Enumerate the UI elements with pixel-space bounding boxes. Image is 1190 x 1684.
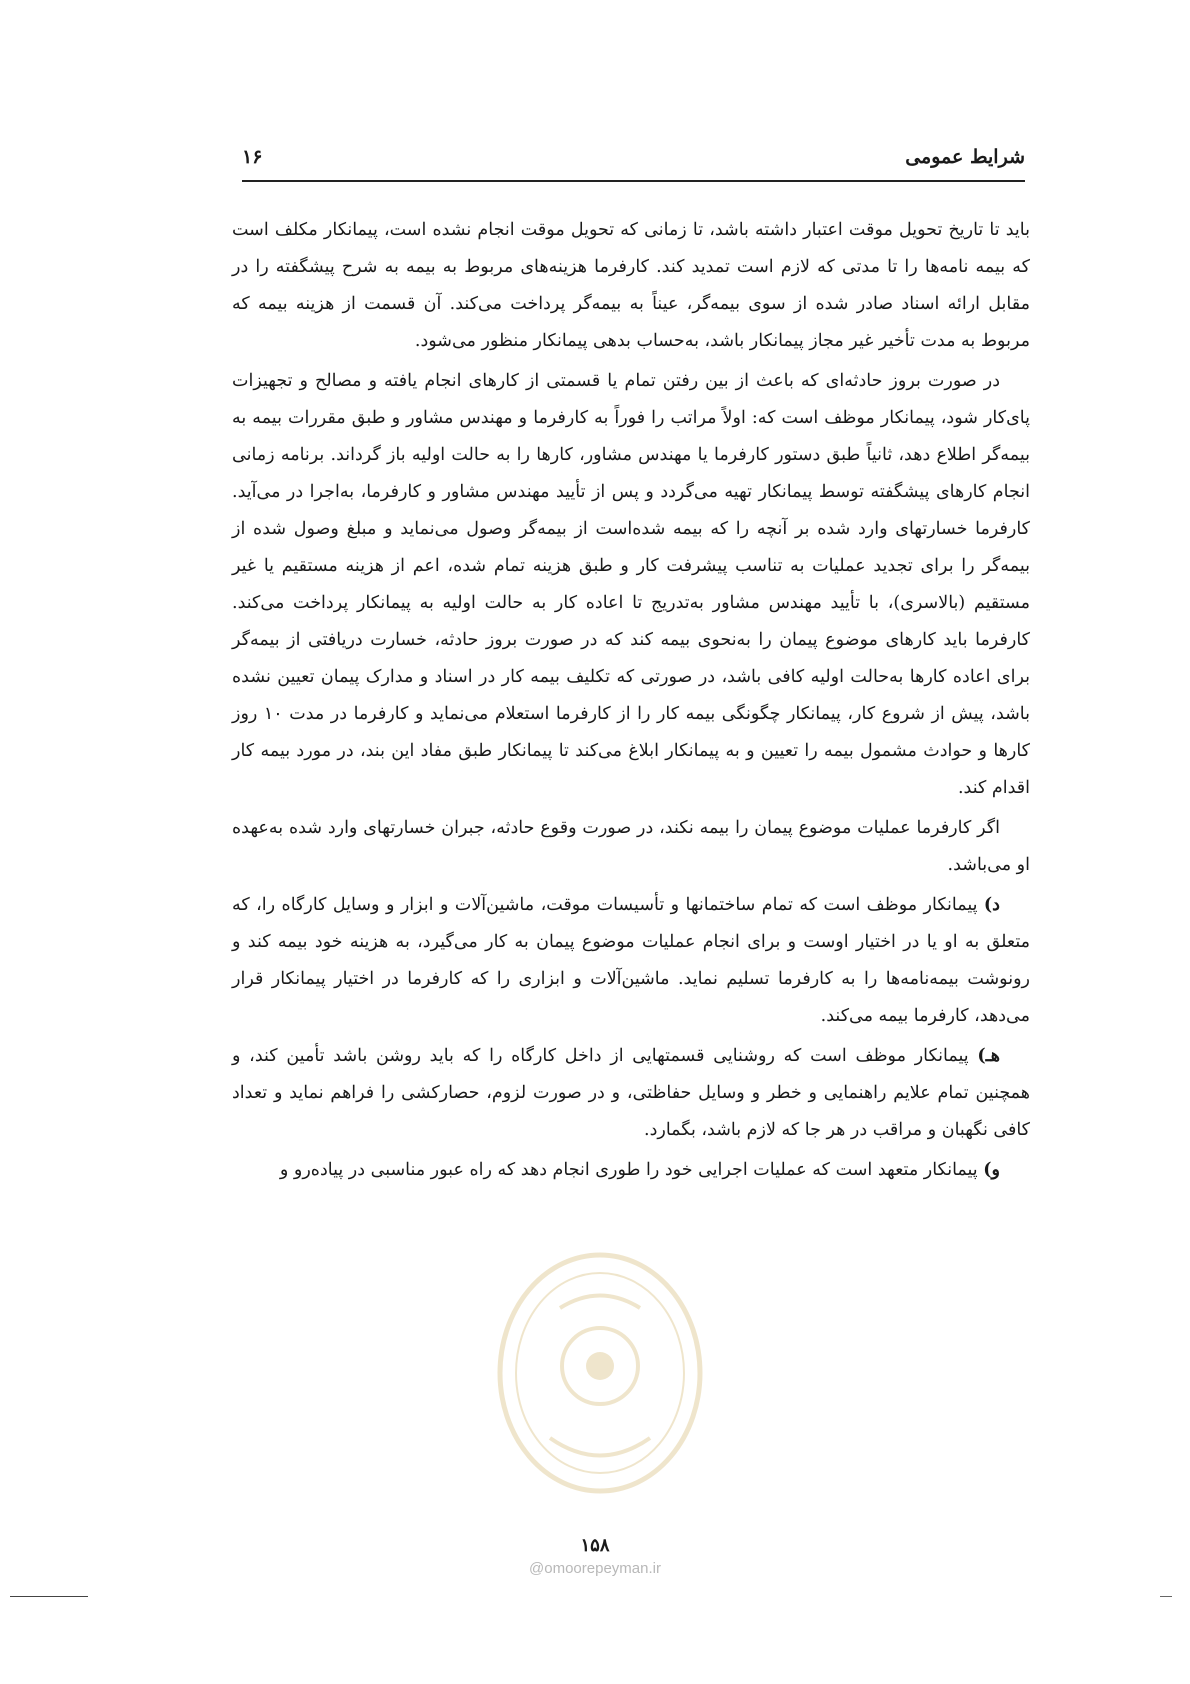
clause-h-label: هـ): [977, 1046, 1000, 1066]
scan-edge-mark: [10, 1596, 88, 1597]
clause-v: [232, 1152, 1030, 1189]
header-title: شرایط عمومی: [905, 146, 1025, 168]
clause-v-label: و): [983, 1160, 1000, 1180]
paragraph-1: [232, 212, 1030, 360]
paragraph-3: [232, 810, 1030, 884]
scan-edge-mark: [1160, 1596, 1172, 1597]
clause-h-text: پیمانکار موظف است که روشنایی قسمتهایی از داخل کارگاه را که باید روشن باشد تأمین کند، و همچنین تمام علایم راهنمایی و خطر و وسایل حفاظتی، و در صورت لزوم، حصارکشی را فراهم نماید و تعداد کافی نگهبان و مراقب در هر جا که لازم باشد، بگمارد.: [232, 1046, 1030, 1140]
running-header: [242, 146, 1025, 180]
paragraph-3-text: اگر کارفرما عملیات موضوع پیمان را بیمه نکند، در صورت وقوع حادثه، جبران خسارتهای وارد شده به‌عهده او می‌باشد.: [232, 818, 1030, 875]
clause-d-text: پیمانکار موظف است که تمام ساختمانها و تأسیسات موقت، ماشین‌آلات و ابزار و وسایل کارگاه را، که متعلق به او یا در اختیار اوست و برای انجام عملیات موضوع پیمان به کار می‌گیرد، به هزینه خود بیمه کند و رونوشت بیمه‌نامه‌ها را به کارفرما تسلیم نماید. ماشین‌آلات و ابزاری را که کارفرما در اختیار پیمانکار قرار می‌دهد، کارفرما بیمه می‌کند.: [232, 895, 1030, 1026]
footer-site-url: @omoorepeyman.ir: [529, 1560, 661, 1577]
paragraph-1-text: باید تا تاریخ تحویل موقت اعتبار داشته باشد، تا زمانی که تحویل موقت انجام نشده است، پیمانکار مکلف است که بیمه نامه‌ها را تا مدتی که لازم است تمدید کند. کارفرما هزینه‌های مربوط به بیمه به شرح پیشگفته را در مقابل ارائه اسناد صادر شده از سوی بیمه‌گر، عیناً به بیمه‌گر پرداخت می‌کند. آن قسمت از هزینه بیمه که مربوط به مدت تأخیر غیر مجاز پیمانکار باشد، به‌حساب بدهی پیمانکار منظور می‌شود.: [232, 220, 1030, 351]
footer-page-number: ۱۵۸: [580, 1535, 610, 1556]
clause-h: [232, 1038, 1030, 1149]
body-text: [232, 212, 1030, 1192]
clause-d-label: د): [983, 895, 1000, 915]
clause-v-text: پیمانکار متعهد است که عملیات اجرایی خود را طوری انجام دهد که راه عبور مناسبی در پیاده‌رو و: [279, 1160, 978, 1180]
header-divider: [242, 180, 1025, 182]
paragraph-2-text: در صورت بروز حادثه‌ای که باعث از بین رفتن تمام یا قسمتی از کارهای انجام یافته و مصالح و تجهیزات پای‌کار شود، پیمانکار موظف است که: اولاً مراتب را فوراً به کارفرما و مهندس مشاور و طبق مقررات بیمه به بیمه‌گر اطلاع دهد، ثانیاً طبق دستور کارفرما یا مهندس مشاور، کارها را به حالت اولیه باز گرداند. برنامه زمانی انجام کارهای پیشگفته توسط پیمانکار تهیه می‌گردد و پس از تأیید مهندس مشاور و کارفرما، به‌اجرا در می‌آید. کارفرما خسارتهای وارد شده بر آنچه را که بیمه شده‌است از بیمه‌گر وصول می‌نماید و مبلغ وصول شده از بیمه‌گر را برای تجدید عملیات به تناسب پیشرفت کار و طبق هزینه تمام شده، اعم از هزینه مستقیم یا غیر مستقیم (بالاسری)، با تأیید مهندس مشاور به‌تدریج تا اعاده کار به حالت اولیه به پیمانکار پرداخت می‌کند. کارفرما باید کارهای موضوع پیمان را به‌نحوی بیمه کند که در صورت بروز حادثه، خسارت دریافتی از بیمه‌گر برای اعاده کارها به‌حالت اولیه کافی باشد، در صورتی که تکلیف بیمه کار در اسناد و مدارک پیمان تعیین نشده باشد، پیش از شروع کار، پیمانکار چگونگی بیمه کار را از کارفرما استعلام می‌نماید و کارفرما در مدت ۱۰ روز کارها و حوادث مشمول بیمه را تعیین و به پیمانکار ابلاغ می‌کند تا پیمانکار طبق مفاد این بند، در مورد بیمه کار اقدام کند.: [232, 371, 1030, 798]
seal-watermark: [490, 1248, 710, 1498]
paragraph-2: [232, 363, 1030, 807]
header-page-number: ۱۶: [242, 146, 263, 168]
clause-d: [232, 887, 1030, 1035]
